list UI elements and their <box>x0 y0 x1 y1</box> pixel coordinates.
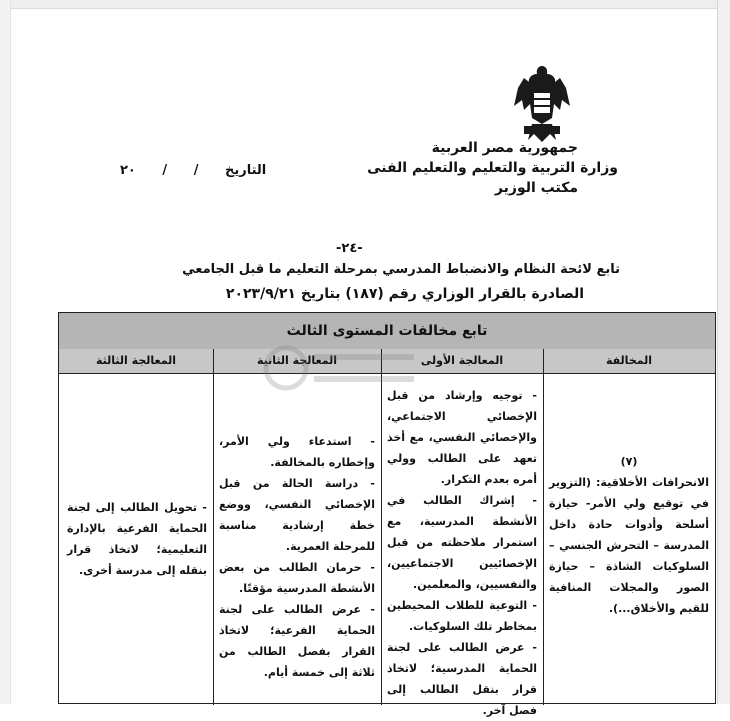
violation-text: الانحرافات الأخلاقية: (التزوير في توقيع ولي الأمر- حيازة أسلحة وأدوات حادة داخل المدرسة – التحرش الجنسي – السلوكيات الشاذة – حيازة الصور والمجلات المنافية للقيم والأخلاق...). <box>549 476 709 615</box>
office-name: مكتب الوزير <box>494 180 578 196</box>
header-first-treatment: المعالجة الأولى <box>420 354 504 367</box>
violation-number: (٧) <box>620 455 638 468</box>
date-line <box>98 163 266 178</box>
list-item: - توجيه وإرشاد من قبل الإخصائي الاجتماعي، والإخصائي النفسي، مع أخذ تعهد على الطالب وولي أمره بعدم التكرار. <box>387 389 537 486</box>
first-treatment-cell <box>387 385 537 721</box>
header-second-treatment: المعالجة الثانية <box>257 354 337 367</box>
page-number: -٢٤- <box>336 241 363 256</box>
header-violation: المخالفة <box>605 354 653 367</box>
column-divider <box>381 349 382 705</box>
list-item: - التوعية للطلاب المحيطين بمخاطر تلك السلوكيات. <box>387 599 537 633</box>
window-top-edge <box>0 0 730 9</box>
list-item: - حرمان الطالب من بعض الأنشطة المدرسية مؤقتًا. <box>219 561 375 595</box>
second-treatment-cell <box>219 431 375 683</box>
ministry-name: وزارة التربية والتعليم والتعليم الفنى <box>367 160 618 176</box>
third-treatment-cell <box>67 497 207 581</box>
list-item: - عرض الطالب على لجنة الحماية المدرسية؛ لاتخاذ قرار بنقل الطالب إلى فصل آخر. <box>387 641 537 717</box>
date-slash-day: / <box>193 163 199 178</box>
date-label: التاريخ <box>224 163 267 178</box>
column-divider <box>543 349 544 705</box>
violation-cell <box>549 451 709 619</box>
list-item: - عرض الطالب على لجنة الحماية الفرعية؛ لاتخاذ القرار بفصل الطالب من ثلاثة إلى خمسة أيام. <box>219 603 375 679</box>
window-left-edge <box>0 0 11 704</box>
eagle-emblem-icon <box>510 62 574 146</box>
column-divider <box>213 349 214 705</box>
list-item: - استدعاء ولي الأمر، وإخطاره بالمخالفة. <box>219 435 375 469</box>
country-name: جمهورية مصر العربية <box>431 140 578 156</box>
document-title: تابع لائحة النظام والانضباط المدرسي بمرحلة التعليم ما قبل الجامعي <box>182 262 620 277</box>
list-item: - تحويل الطالب إلى لجنة الحماية الفرعية بالإدارة التعليمية؛ لاتخاذ قرار بنقله إلى مدرسة أخرى. <box>67 501 207 577</box>
header-third-treatment: المعالجة الثالثة <box>96 354 176 367</box>
table-banner: تابع مخالفات المستوى الثالث <box>59 313 715 350</box>
list-item: - إشراك الطالب في الأنشطة المدرسية، مع استمرار ملاحظته من قبل الإخصائيين الاجتماعيين، والنفسيين، والمعلمين. <box>387 494 537 591</box>
date-year: ٢٠ <box>120 163 136 178</box>
list-item: - دراسة الحالة من قبل الإخصائي النفسي، ووضع خطة إرشادية مناسبة للمرحلة العمرية. <box>219 477 375 553</box>
watermark-logo-icon <box>258 340 428 396</box>
date-slash-month: / <box>162 163 168 178</box>
scrollbar-track[interactable] <box>717 0 730 704</box>
decree-subtitle: الصادرة بالقرار الوزاري رقم (١٨٧) بتاريخ ٢٠٢٣/٩/٢١ <box>225 286 585 302</box>
